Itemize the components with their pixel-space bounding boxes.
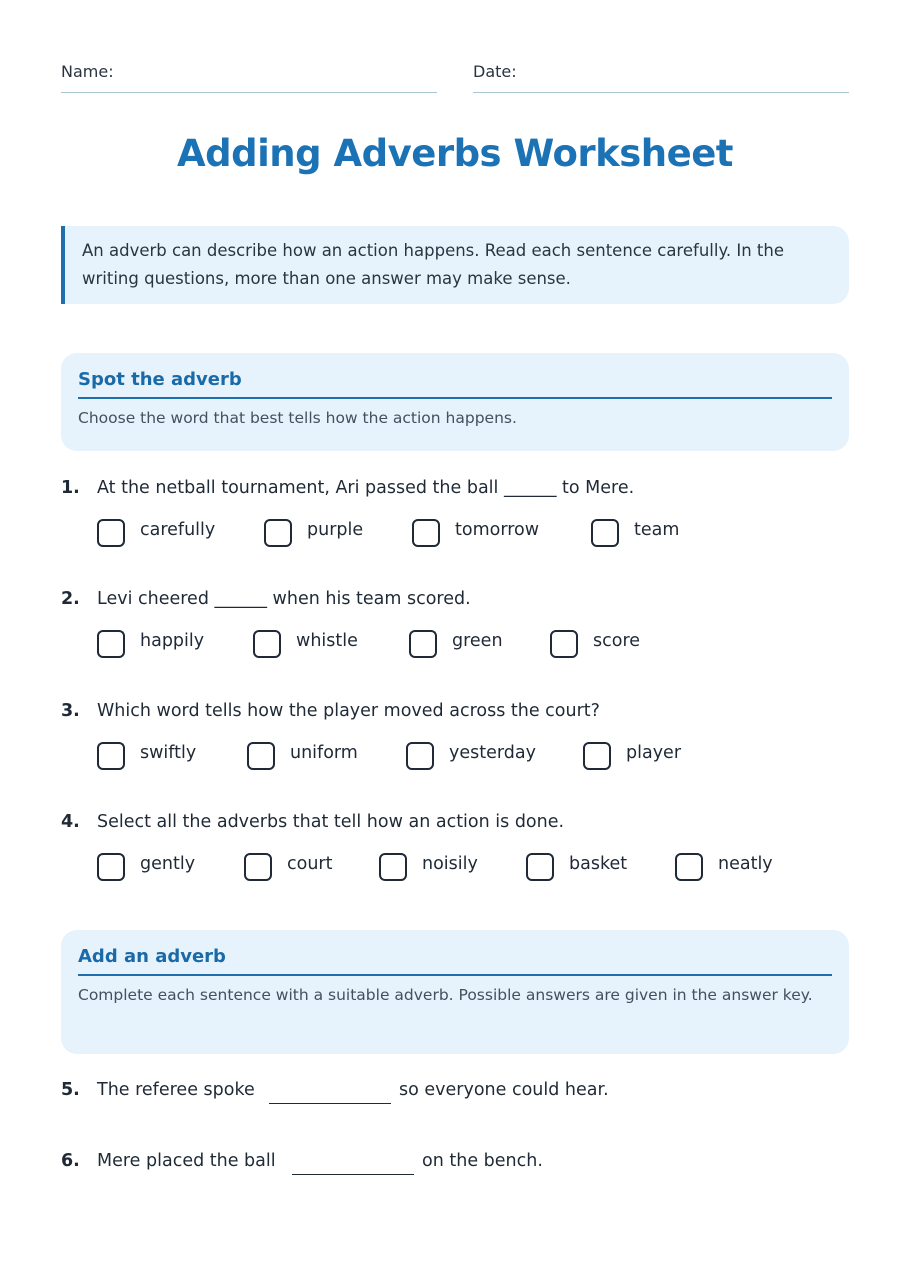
answer-blank[interactable]	[269, 1103, 391, 1104]
question-number: 2.	[61, 589, 80, 609]
question-text: At the netball tournament, Ari passed the ball ______ to Mere.	[97, 478, 635, 498]
checkbox-icon[interactable]	[550, 630, 578, 658]
question-text: Levi cheered ______ when his team scored.	[97, 589, 471, 609]
question-2	[61, 589, 849, 664]
date-field[interactable]	[473, 62, 849, 93]
option-label: carefully	[140, 520, 216, 540]
question-text-after: so everyone could hear.	[399, 1080, 609, 1100]
question-3	[61, 701, 849, 776]
option-label: neatly	[718, 854, 773, 874]
checkbox-icon[interactable]	[526, 853, 554, 881]
question-1	[61, 478, 849, 553]
question-text: Select all the adverbs that tell how an action is done.	[97, 812, 565, 832]
question-number: 4.	[61, 812, 80, 832]
option-label: uniform	[290, 743, 358, 763]
option-label: happily	[140, 631, 205, 651]
answer-options	[61, 742, 849, 776]
question-5	[61, 1080, 849, 1106]
section-heading: Add an adverb	[78, 946, 832, 976]
question-text-before: Mere placed the ball	[97, 1151, 276, 1171]
worksheet-title: Adding Adverbs Worksheet	[177, 132, 733, 175]
option-label: score	[593, 631, 641, 651]
checkbox-icon[interactable]	[253, 630, 281, 658]
checkbox-icon[interactable]	[406, 742, 434, 770]
question-text-before: The referee spoke	[97, 1080, 255, 1100]
option-label: gently	[140, 854, 196, 874]
checkbox-icon[interactable]	[97, 742, 125, 770]
option-label: player	[626, 743, 682, 763]
checkbox-icon[interactable]	[244, 853, 272, 881]
option-label: noisily	[422, 854, 478, 874]
name-label: Name:	[61, 62, 114, 81]
checkbox-icon[interactable]	[583, 742, 611, 770]
checkbox-icon[interactable]	[412, 519, 440, 547]
option-label: whistle	[296, 631, 358, 651]
question-6	[61, 1151, 849, 1177]
option-label: court	[287, 854, 333, 874]
checkbox-icon[interactable]	[591, 519, 619, 547]
section-spot-the-adverb	[61, 353, 849, 451]
checkbox-icon[interactable]	[247, 742, 275, 770]
question-number: 3.	[61, 701, 80, 721]
option-label: yesterday	[449, 743, 536, 763]
option-label: purple	[307, 520, 364, 540]
question-text: Which word tells how the player moved across the court?	[97, 701, 600, 721]
checkbox-icon[interactable]	[675, 853, 703, 881]
section-heading: Spot the adverb	[78, 369, 832, 399]
intro-callout: An adverb can describe how an action happens. Read each sentence carefully. In the writing questions, more than one answer may make sense.	[61, 226, 849, 304]
header-fields	[61, 62, 849, 92]
checkbox-icon[interactable]	[379, 853, 407, 881]
option-label: basket	[569, 854, 628, 874]
checkbox-icon[interactable]	[97, 853, 125, 881]
answer-options	[61, 519, 849, 553]
question-4	[61, 812, 849, 887]
option-label: green	[452, 631, 503, 651]
checkbox-icon[interactable]	[264, 519, 292, 547]
checkbox-icon[interactable]	[409, 630, 437, 658]
section-instructions: Choose the word that best tells how the action happens.	[78, 409, 517, 427]
checkbox-icon[interactable]	[97, 630, 125, 658]
checkbox-icon[interactable]	[97, 519, 125, 547]
question-number: 1.	[61, 478, 80, 498]
answer-blank[interactable]	[292, 1174, 414, 1175]
date-label: Date:	[473, 62, 517, 81]
question-number: 5.	[61, 1080, 80, 1100]
section-add-an-adverb	[61, 930, 849, 1054]
option-label: tomorrow	[455, 520, 540, 540]
option-label: swiftly	[140, 743, 197, 763]
option-label: team	[634, 520, 680, 540]
answer-options	[61, 630, 849, 664]
question-text-after: on the bench.	[422, 1151, 543, 1171]
section-instructions: Complete each sentence with a suitable adverb. Possible answers are given in the answer key.	[78, 986, 813, 1004]
name-field[interactable]	[61, 62, 437, 93]
question-number: 6.	[61, 1151, 80, 1171]
answer-options	[61, 853, 849, 887]
